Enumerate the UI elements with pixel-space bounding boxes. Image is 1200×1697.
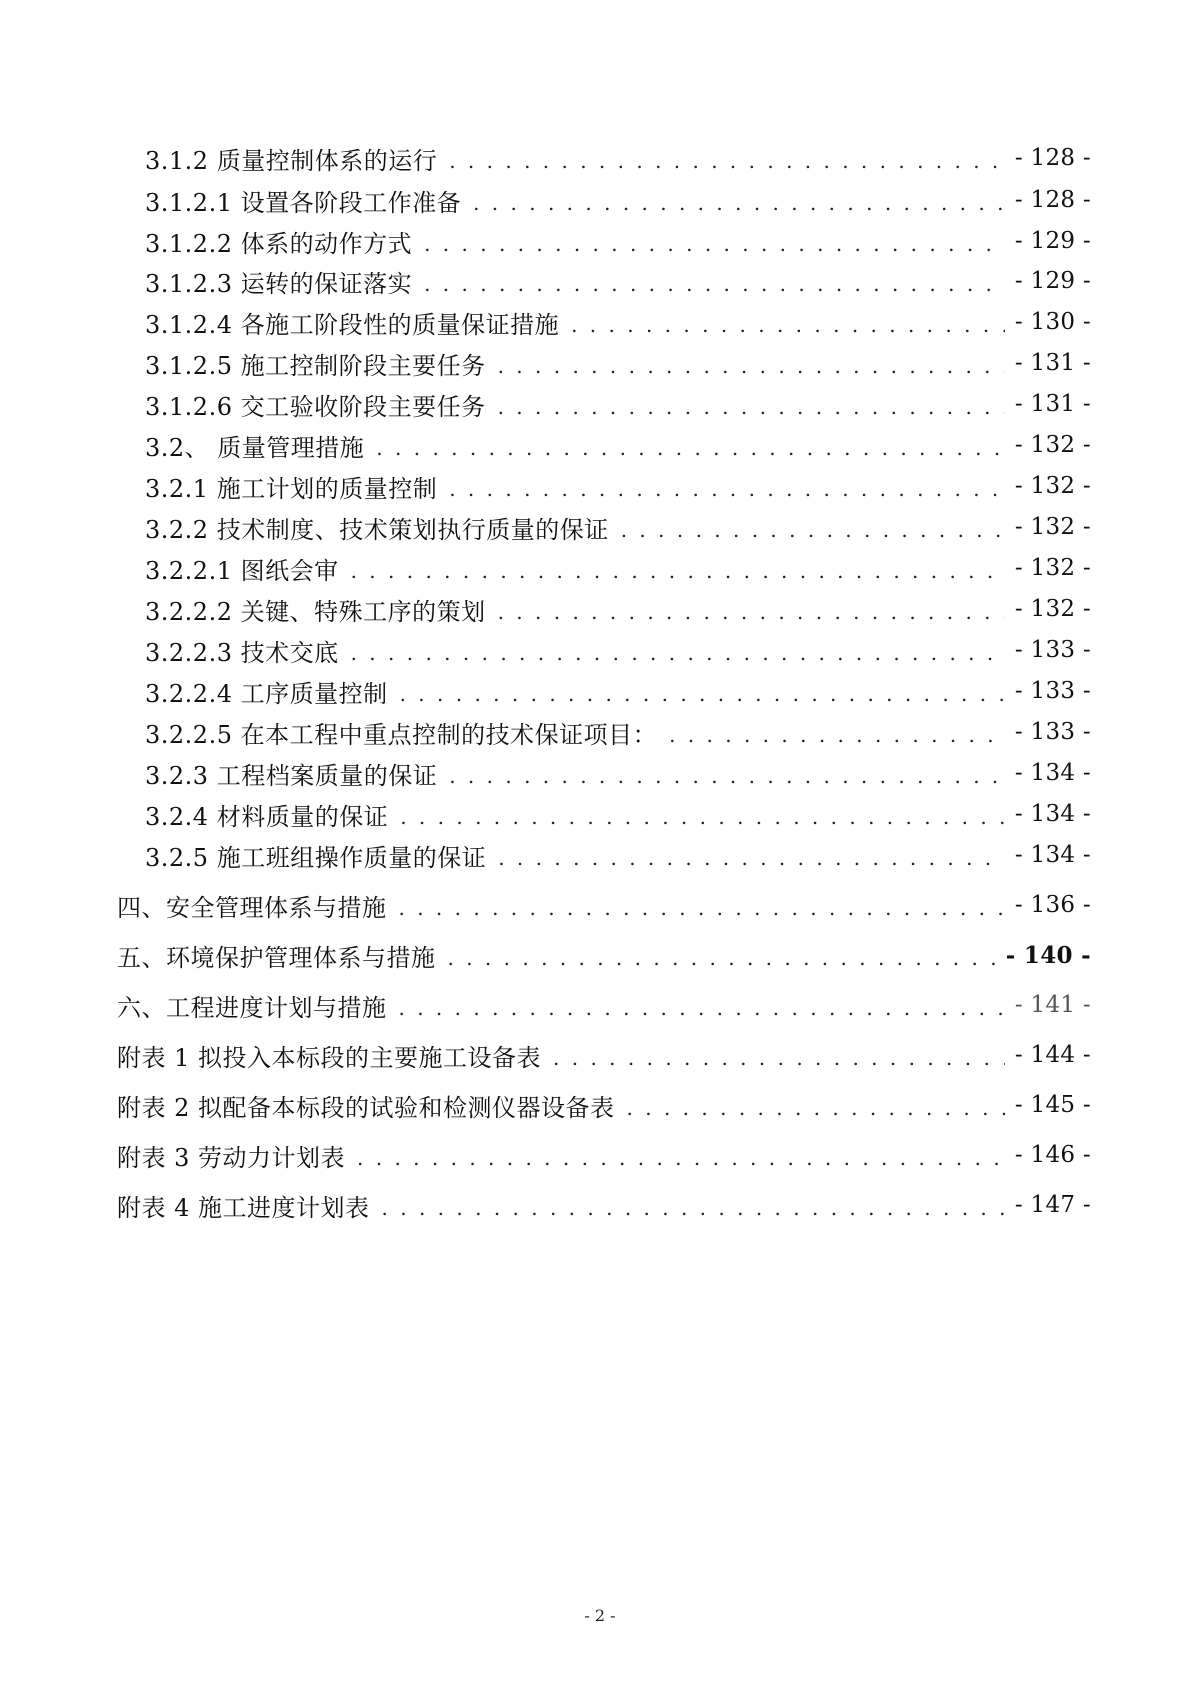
toc-entry[interactable] bbox=[145, 712, 1091, 752]
toc-entry-page: - 131 - bbox=[1014, 350, 1091, 376]
toc-entry[interactable] bbox=[145, 630, 1091, 670]
toc-leader-dots bbox=[400, 674, 1005, 714]
toc-entry-page: - 136 - bbox=[1014, 892, 1091, 918]
toc-leader-dots bbox=[669, 715, 1005, 755]
toc-leader-dots bbox=[473, 183, 1005, 223]
toc-leader-dots bbox=[351, 551, 1005, 591]
toc-entry-page: - 144 - bbox=[1014, 1042, 1091, 1068]
toc-entry-title: 3.2.2.1 图纸会审 bbox=[145, 556, 339, 585]
toc-entry[interactable] bbox=[117, 885, 1091, 925]
toc-entry-page: - 132 - bbox=[1014, 555, 1091, 581]
toc-entry-title: 附表 4 施工进度计划表 bbox=[117, 1193, 370, 1222]
toc-entry-title: 3.1.2.1 设置各阶段工作准备 bbox=[145, 188, 462, 217]
toc-entry-page: - 129 - bbox=[1014, 228, 1091, 254]
toc-leader-dots bbox=[449, 756, 1005, 796]
toc-entry-page: - 133 - bbox=[1014, 637, 1091, 663]
toc-entry-title: 3.1.2.6 交工验收阶段主要任务 bbox=[145, 392, 486, 421]
toc-entry-page: - 140 - bbox=[1005, 941, 1091, 969]
toc-leader-dots bbox=[399, 888, 1005, 928]
toc-leader-dots bbox=[498, 838, 1005, 878]
toc-leader-dots bbox=[498, 387, 1005, 427]
toc-entry-title: 3.1.2.3 运转的保证落实 bbox=[145, 269, 413, 298]
toc-entry-title: 3.2.2.5 在本工程中重点控制的技术保证项目： bbox=[145, 720, 658, 749]
toc-leader-dots bbox=[400, 797, 1005, 837]
toc-entry-page: - 134 - bbox=[1014, 801, 1091, 827]
toc-entry-title: 3.2.5 施工班组操作质量的保证 bbox=[145, 843, 487, 872]
page-number: - 2 - bbox=[584, 1606, 616, 1625]
toc-entry[interactable] bbox=[145, 507, 1091, 547]
toc-entry-page: - 128 - bbox=[1014, 187, 1091, 213]
toc-entry[interactable] bbox=[145, 261, 1091, 301]
toc-entry-title: 六、工程进度计划与措施 bbox=[117, 993, 387, 1022]
toc-entry[interactable] bbox=[145, 753, 1091, 793]
toc-entry-page: - 133 - bbox=[1014, 719, 1091, 745]
toc-entry[interactable] bbox=[145, 221, 1091, 261]
toc-entry[interactable] bbox=[117, 985, 1091, 1025]
toc-leader-dots bbox=[621, 510, 1005, 550]
toc-entry[interactable] bbox=[145, 589, 1091, 629]
toc-leader-dots bbox=[357, 1138, 1005, 1178]
toc-entry-title: 附表 3 劳动力计划表 bbox=[117, 1143, 346, 1172]
toc-entry[interactable] bbox=[145, 671, 1091, 711]
toc-leader-dots bbox=[571, 305, 1005, 345]
toc-entry[interactable] bbox=[145, 302, 1091, 342]
toc-leader-dots bbox=[382, 1188, 1005, 1228]
toc-entry[interactable] bbox=[117, 1035, 1091, 1075]
toc-entry-page: - 129 - bbox=[1014, 268, 1091, 294]
toc-leader-dots bbox=[351, 633, 1005, 673]
toc-entry[interactable] bbox=[145, 794, 1091, 834]
toc-entry-page: - 134 - bbox=[1014, 760, 1091, 786]
toc-entry[interactable] bbox=[145, 180, 1091, 220]
toc-leader-dots bbox=[627, 1088, 1005, 1128]
toc-entry-page: - 128 - bbox=[1014, 145, 1091, 171]
toc-entry-page: - 141 - bbox=[1014, 992, 1091, 1018]
toc-entry-page: - 132 - bbox=[1014, 514, 1091, 540]
toc-entry[interactable] bbox=[145, 466, 1091, 506]
toc-entry[interactable] bbox=[145, 548, 1091, 588]
toc-entry-title: 附表 1 拟投入本标段的主要施工设备表 bbox=[117, 1043, 542, 1072]
toc-entry-title: 3.2.2.4 工序质量控制 bbox=[145, 679, 388, 708]
toc-entry-page: - 145 - bbox=[1014, 1092, 1091, 1118]
toc-leader-dots bbox=[498, 346, 1005, 386]
toc-entry[interactable] bbox=[117, 935, 1091, 975]
toc-entry-title: 3.2.2.2 关键、特殊工序的策划 bbox=[145, 597, 486, 626]
toc-entry-page: - 147 - bbox=[1014, 1192, 1091, 1218]
toc-entry-title: 3.2.2.3 技术交底 bbox=[145, 638, 339, 667]
toc-leader-dots bbox=[424, 224, 1005, 264]
toc-leader-dots bbox=[449, 141, 1005, 181]
toc-entry-title: 3.2.2 技术制度、技术策划执行质量的保证 bbox=[145, 515, 609, 544]
toc-leader-dots bbox=[424, 264, 1005, 304]
toc-entry-page: - 133 - bbox=[1014, 678, 1091, 704]
toc-leader-dots bbox=[498, 592, 1005, 632]
toc-entry-title: 3.1.2.5 施工控制阶段主要任务 bbox=[145, 351, 486, 380]
toc-leader-dots bbox=[376, 428, 1005, 468]
toc-entry-page: - 132 - bbox=[1014, 473, 1091, 499]
toc-entry[interactable] bbox=[117, 1185, 1091, 1225]
toc-entry[interactable] bbox=[145, 835, 1091, 875]
toc-entry-title: 四、安全管理体系与措施 bbox=[117, 893, 387, 922]
toc-entry-page: - 132 - bbox=[1014, 432, 1091, 458]
toc-entry-page: - 130 - bbox=[1014, 309, 1091, 335]
toc-leader-dots bbox=[399, 988, 1005, 1028]
toc-entry[interactable] bbox=[117, 1085, 1091, 1125]
toc-entry-page: - 134 - bbox=[1014, 842, 1091, 868]
toc-entry-title: 3.1.2.2 体系的动作方式 bbox=[145, 229, 413, 258]
toc-leader-dots bbox=[449, 469, 1005, 509]
toc-leader-dots bbox=[448, 938, 996, 978]
toc-entry-page: - 132 - bbox=[1014, 596, 1091, 622]
toc-entry-title: 五、环境保护管理体系与措施 bbox=[117, 943, 436, 972]
toc-entry-title: 3.1.2 质量控制体系的运行 bbox=[145, 146, 438, 175]
toc-entry-page: - 131 - bbox=[1014, 391, 1091, 417]
toc-entry[interactable] bbox=[145, 138, 1091, 178]
toc-entry[interactable] bbox=[145, 343, 1091, 383]
toc-entry-title: 3.2.4 材料质量的保证 bbox=[145, 802, 389, 831]
toc-entry-title: 3.2.1 施工计划的质量控制 bbox=[145, 474, 438, 503]
toc-entry-page: - 146 - bbox=[1014, 1142, 1091, 1168]
toc-entry-title: 附表 2 拟配备本标段的试验和检测仪器设备表 bbox=[117, 1093, 615, 1122]
toc-entry[interactable] bbox=[145, 425, 1091, 465]
toc-entry-title: 3.2.3 工程档案质量的保证 bbox=[145, 761, 438, 790]
toc-leader-dots bbox=[553, 1038, 1005, 1078]
toc-entry-title: 3.2、 质量管理措施 bbox=[145, 433, 365, 462]
toc-entry[interactable] bbox=[117, 1135, 1091, 1175]
toc-entry-title: 3.1.2.4 各施工阶段性的质量保证措施 bbox=[145, 310, 560, 339]
toc-entry[interactable] bbox=[145, 384, 1091, 424]
